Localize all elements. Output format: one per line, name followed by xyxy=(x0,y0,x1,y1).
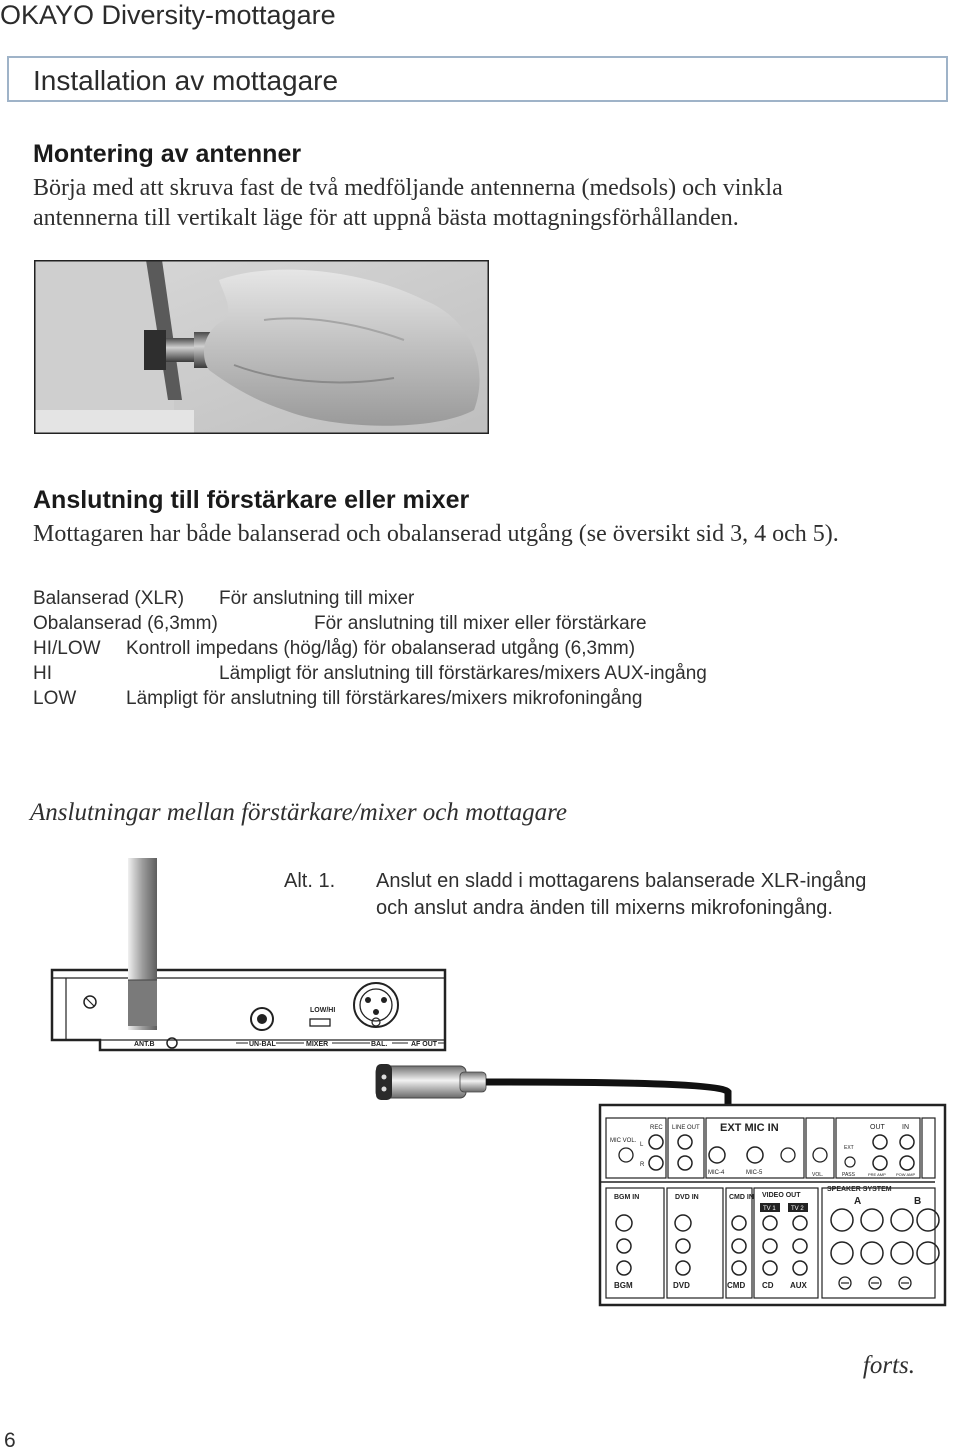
mixer-micvol-label: MIC VOL. xyxy=(610,1138,637,1144)
un-bal-label: UN-BAL xyxy=(249,1041,276,1048)
connections-heading: Anslutningar mellan förstärkare/mixer och mottagare xyxy=(30,799,567,826)
mixer-mic5-label: MIC-5 xyxy=(746,1170,763,1176)
section-title: Installation av mottagare xyxy=(33,65,339,96)
amp-text: Mottagaren har både balanserad och obalanserad utgång (se översikt sid 3, 4 och 5). xyxy=(33,521,839,547)
spec-low-desc: Lämpligt för anslutning till förstärkares/mixers mikrofoningång xyxy=(126,688,643,709)
mixer-lineout-label: LINE OUT xyxy=(672,1125,700,1131)
mixer-pass-label: PASS xyxy=(842,1172,855,1178)
mixer-r-label: R xyxy=(640,1162,645,1168)
mixer-video-out-label: VIDEO OUT xyxy=(762,1192,801,1199)
spec-hi-label: HI xyxy=(33,663,52,684)
alt-description-line2: och anslut andra änden till mixerns mikrofoningång. xyxy=(376,897,833,919)
af-out-label: AF OUT xyxy=(411,1041,438,1048)
ant-b-label: ANT.B xyxy=(134,1041,155,1048)
mixer-tv2-label: TV 2 xyxy=(791,1206,804,1212)
mixer-dvd-in-label: DVD IN xyxy=(675,1194,699,1201)
mixer-rear-panel xyxy=(600,1105,945,1305)
mixer-speaker-label: SPEAKER SYSTEM xyxy=(827,1186,892,1193)
mixer-out-label: OUT xyxy=(870,1124,885,1131)
mixer-bgm-label: BGM xyxy=(614,1281,633,1290)
spec-hilow-label: HI/LOW xyxy=(33,638,101,659)
mixer-cmd-label: CMD xyxy=(727,1281,746,1290)
mixer-in-label: IN xyxy=(902,1124,909,1131)
mixer-vol-label: VOL. xyxy=(812,1172,824,1178)
amp-heading: Anslutning till förstärkare eller mixer xyxy=(33,486,470,514)
mixer-mic4-label: MIC-4 xyxy=(708,1170,725,1176)
mixer-cd-label: CD xyxy=(762,1281,774,1290)
page-number: 6 xyxy=(4,1429,16,1452)
mixer-label: MIXER xyxy=(306,1041,329,1048)
mixer-a-label: A xyxy=(854,1196,862,1207)
spec-low-label: LOW xyxy=(33,688,77,709)
mixer-b-label: B xyxy=(914,1196,922,1207)
bal-label: BAL. xyxy=(371,1041,388,1048)
mixer-bgm-in-label: BGM IN xyxy=(614,1194,640,1201)
spec-hilow-desc: Kontroll impedans (hög/låg) för obalanserad utgång (6,3mm) xyxy=(126,638,636,659)
mixer-rec-label: REC xyxy=(650,1125,663,1131)
mixer-tv1-label: TV 1 xyxy=(763,1206,776,1212)
continued-label: forts. xyxy=(862,1352,915,1379)
antenna-mounting-photo xyxy=(34,260,489,434)
receiver-rear-panel xyxy=(52,970,445,1050)
mixer-l-label: L xyxy=(640,1142,644,1148)
alt-label: Alt. 1. xyxy=(284,870,336,892)
document-title: OKAYO Diversity-mottagare xyxy=(0,0,336,30)
mixer-cmd-in-label: CMD IN xyxy=(729,1194,754,1201)
spec-balanced-label: Balanserad (XLR) xyxy=(33,588,185,609)
mixer-aux-label: AUX xyxy=(790,1281,807,1290)
connection-diagram xyxy=(0,850,960,1320)
spec-balanced-desc: För anslutning till mixer xyxy=(219,588,415,609)
antenna-text-line2: antennerna till vertikalt läge för att uppnå bästa mottagningsförhållanden. xyxy=(33,205,739,231)
mixer-ext-label: EXT xyxy=(844,1145,854,1151)
spec-unbalanced-label: Obalanserad (6,3mm) xyxy=(33,613,218,634)
antenna-illustration xyxy=(128,858,157,1030)
mixer-extmic-label: EXT MIC IN xyxy=(720,1122,779,1134)
section-banner xyxy=(7,56,948,102)
spec-unbalanced-desc: För anslutning till mixer eller förstärkare xyxy=(314,613,647,634)
antenna-heading: Montering av antenner xyxy=(33,140,302,168)
mixer-dvd-label: DVD xyxy=(673,1281,690,1290)
spec-hi-desc: Lämpligt för anslutning till förstärkares/mixers AUX-ingång xyxy=(219,663,707,684)
antenna-text-line1: Börja med att skruva fast de två medföljande antennerna (medsols) och vinkla xyxy=(33,175,783,201)
low-hi-label: LOW/HI xyxy=(310,1007,336,1014)
alt-description-line1: Anslut en sladd i mottagarens balanserade XLR-ingång xyxy=(376,870,867,892)
antenna-text xyxy=(33,173,933,233)
mixer-preamp-label: PRE AMP xyxy=(868,1172,886,1177)
mixer-powamp-label: POW AMP xyxy=(896,1172,916,1177)
